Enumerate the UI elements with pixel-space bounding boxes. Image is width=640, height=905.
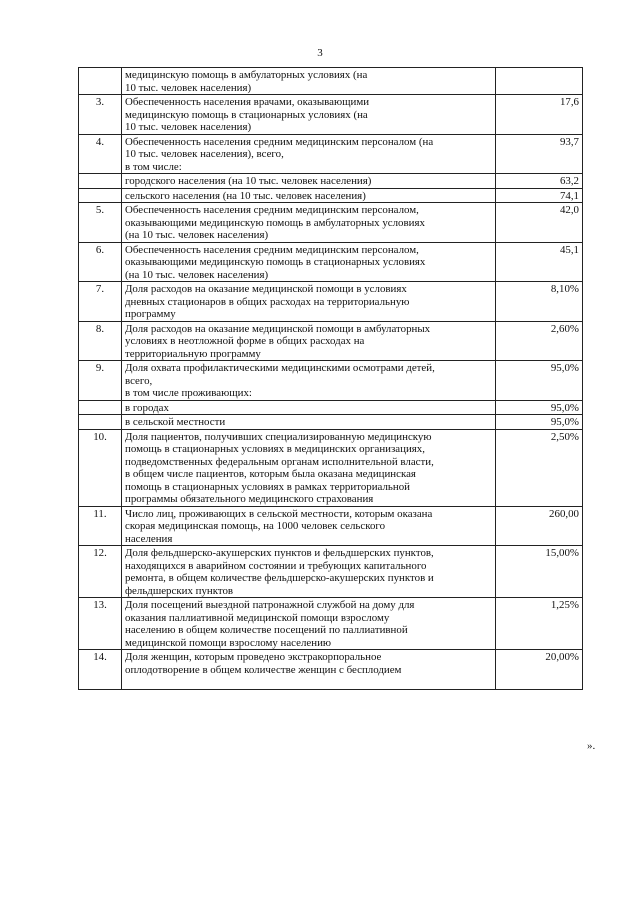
indicator-description-cell	[122, 400, 496, 415]
indicator-value-cell: 74,1	[496, 188, 583, 203]
table-row	[79, 506, 583, 546]
indicator-description-cell	[122, 546, 496, 598]
indicator-description-line: Доля пациентов, получивших специализированную медицинскую	[125, 430, 432, 443]
row-number-cell	[79, 188, 122, 203]
row-number-cell: 6.	[79, 242, 122, 282]
table-row	[79, 242, 583, 282]
indicator-description-line: оказывающими медицинскую помощь в амбулаторных условиях	[125, 216, 425, 229]
indicator-description-line: оплодотворение в общем количестве женщин с бесплодием	[125, 663, 402, 676]
indicator-description-cell	[122, 174, 496, 189]
table-row	[79, 203, 583, 243]
indicator-description-cell	[122, 188, 496, 203]
indicator-description-line: (на 10 тыс. человек населения)	[125, 268, 269, 281]
indicator-value-cell: 95,0%	[496, 361, 583, 401]
row-number-cell	[79, 415, 122, 430]
indicator-description-line: Обеспеченность населения средним медицинским персоналом (на	[125, 135, 434, 148]
indicator-description-line: фельдшерских пунктов	[125, 584, 234, 597]
closing-quote-mark: ».	[587, 740, 596, 752]
indicator-description-line: Доля расходов на оказание медицинской помощи в амбулаторных	[125, 322, 431, 335]
indicator-value-cell	[496, 68, 583, 95]
indicator-value-cell: 17,6	[496, 95, 583, 135]
indicator-description-cell	[122, 650, 496, 690]
indicator-description-line: медицинскую помощь в стационарных условиях (на	[125, 108, 368, 121]
indicator-description-line: территориальную программу	[125, 347, 261, 360]
indicator-description-cell	[122, 203, 496, 243]
indicator-description-line: дневных стационаров в общих расходах на территориальную	[125, 295, 410, 308]
row-number-cell: 7.	[79, 282, 122, 322]
row-number-cell: 14.	[79, 650, 122, 690]
row-number-cell	[79, 68, 122, 95]
indicator-description-line: Доля посещений выездной патронажной службой на дому для	[125, 599, 415, 611]
indicator-description-cell	[122, 415, 496, 430]
indicator-description-line: 10 тыс. человек населения), всего,	[125, 148, 284, 160]
indicator-description-line: скорая медицинская помощь, на 1000 человек сельского	[125, 520, 386, 532]
indicator-description-line: медицинской помощи взрослому населению	[125, 636, 332, 649]
indicator-value-cell: 42,0	[496, 203, 583, 243]
indicator-value-cell: 95,0%	[496, 400, 583, 415]
indicators-table-body	[79, 68, 583, 690]
indicator-description-cell	[122, 282, 496, 322]
table-row	[79, 68, 583, 95]
row-number-cell: 4.	[79, 134, 122, 174]
indicator-description-line: оказания паллиативной медицинской помощи взрослому	[125, 611, 390, 624]
indicator-description-line: медицинскую помощь в амбулаторных условиях (на	[125, 69, 368, 81]
indicator-description-line	[125, 676, 492, 689]
indicator-description-line: 10 тыс. человек населения)	[125, 81, 252, 94]
indicator-description-cell	[122, 361, 496, 401]
indicator-value-cell: 20,00%	[496, 650, 583, 690]
indicator-description-line: населения	[125, 532, 173, 545]
indicator-description-line: программу	[125, 308, 176, 320]
table-row	[79, 188, 583, 203]
indicator-value-cell: 8,10%	[496, 282, 583, 322]
indicator-description-line: городского населения (на 10 тыс. человек населения)	[125, 175, 372, 187]
table-row	[79, 400, 583, 415]
indicator-value-cell: 95,0%	[496, 415, 583, 430]
indicator-description-cell	[122, 429, 496, 506]
row-number-cell: 11.	[79, 506, 122, 546]
indicator-value-cell: 45,1	[496, 242, 583, 282]
indicator-description-line: всего,	[125, 374, 153, 387]
table-row	[79, 546, 583, 598]
row-number-cell	[79, 400, 122, 415]
row-number-cell: 13.	[79, 598, 122, 650]
indicator-description-line: помощь в стационарных условиях в рамках территориальной	[125, 480, 410, 493]
indicator-description-line: Обеспеченность населения средним медицинским персоналом,	[125, 204, 419, 216]
indicator-value-cell: 93,7	[496, 134, 583, 174]
indicator-description-cell	[122, 242, 496, 282]
row-number-cell	[79, 174, 122, 189]
indicator-description-line: в общем числе пациентов, которым была оказана медицинская	[125, 468, 416, 480]
indicator-description-cell	[122, 321, 496, 361]
indicator-description-line: Доля женщин, которым проведено экстракорпоральное	[125, 651, 382, 663]
table-row	[79, 361, 583, 401]
table-row	[79, 321, 583, 361]
indicator-description-line: помощь в стационарных условиях в медицинских организациях,	[125, 443, 425, 455]
indicator-description-line: в том числе проживающих:	[125, 387, 252, 399]
table-row	[79, 598, 583, 650]
table-row	[79, 95, 583, 135]
indicator-description-line: (на 10 тыс. человек населения)	[125, 229, 269, 241]
indicator-description-line: Обеспеченность населения врачами, оказывающими	[125, 96, 370, 108]
indicator-description-cell	[122, 95, 496, 135]
page-number: 3	[317, 47, 323, 59]
indicator-description-line: Доля фельдшерско-акушерских пунктов и фельдшерских пунктов,	[125, 547, 434, 559]
indicator-value-cell: 1,25%	[496, 598, 583, 650]
indicator-description-line: Число лиц, проживающих в сельской местности, которым оказана	[125, 507, 433, 520]
indicator-description-line: находящихся в аварийном состоянии и требующих капитального	[125, 559, 427, 572]
row-number-cell: 12.	[79, 546, 122, 598]
indicator-value-cell: 63,2	[496, 174, 583, 189]
indicator-description-line: Обеспеченность населения средним медицинским персоналом,	[125, 243, 419, 256]
indicator-description-line: Доля расходов на оказание медицинской помощи в условиях	[125, 283, 407, 295]
table-row	[79, 174, 583, 189]
indicator-description-line: сельского населения (на 10 тыс. человек населения)	[125, 189, 366, 202]
indicator-description-line: подведомственных федеральным органам исполнительной власти,	[125, 455, 434, 468]
indicator-description-cell	[122, 506, 496, 546]
indicator-description-cell	[122, 134, 496, 174]
table-row	[79, 429, 583, 506]
indicator-description-line: Доля охвата профилактическими медицинскими осмотрами детей,	[125, 362, 435, 374]
indicator-description-line: условиях в неотложной форме в общих расходах на	[125, 335, 365, 347]
row-number-cell: 8.	[79, 321, 122, 361]
indicator-description-line: ремонта, в общем количестве фельдшерско-акушерских пунктов и	[125, 572, 434, 584]
indicator-description-line: в сельской местности	[125, 416, 226, 428]
table-row	[79, 650, 583, 690]
indicator-description-line: оказывающими медицинскую помощь в стационарных условиях	[125, 256, 426, 268]
indicator-description-line: программы обязательного медицинского страхования	[125, 493, 374, 505]
indicator-description-line: в том числе:	[125, 160, 182, 173]
indicator-value-cell: 2,60%	[496, 321, 583, 361]
indicator-description-cell	[122, 598, 496, 650]
indicator-description-line: 10 тыс. человек населения)	[125, 121, 252, 133]
indicator-value-cell: 2,50%	[496, 429, 583, 506]
indicator-value-cell: 15,00%	[496, 546, 583, 598]
indicator-description-line: населению в общем количестве посещений по паллиативной	[125, 624, 408, 636]
table-row	[79, 415, 583, 430]
table-row	[79, 282, 583, 322]
indicator-description-cell	[122, 68, 496, 95]
row-number-cell: 9.	[79, 361, 122, 401]
indicator-description-line: в городах	[125, 401, 169, 414]
table-row	[79, 134, 583, 174]
indicators-table	[78, 67, 583, 690]
row-number-cell: 5.	[79, 203, 122, 243]
row-number-cell: 3.	[79, 95, 122, 135]
indicator-value-cell: 260,00	[496, 506, 583, 546]
row-number-cell: 10.	[79, 429, 122, 506]
